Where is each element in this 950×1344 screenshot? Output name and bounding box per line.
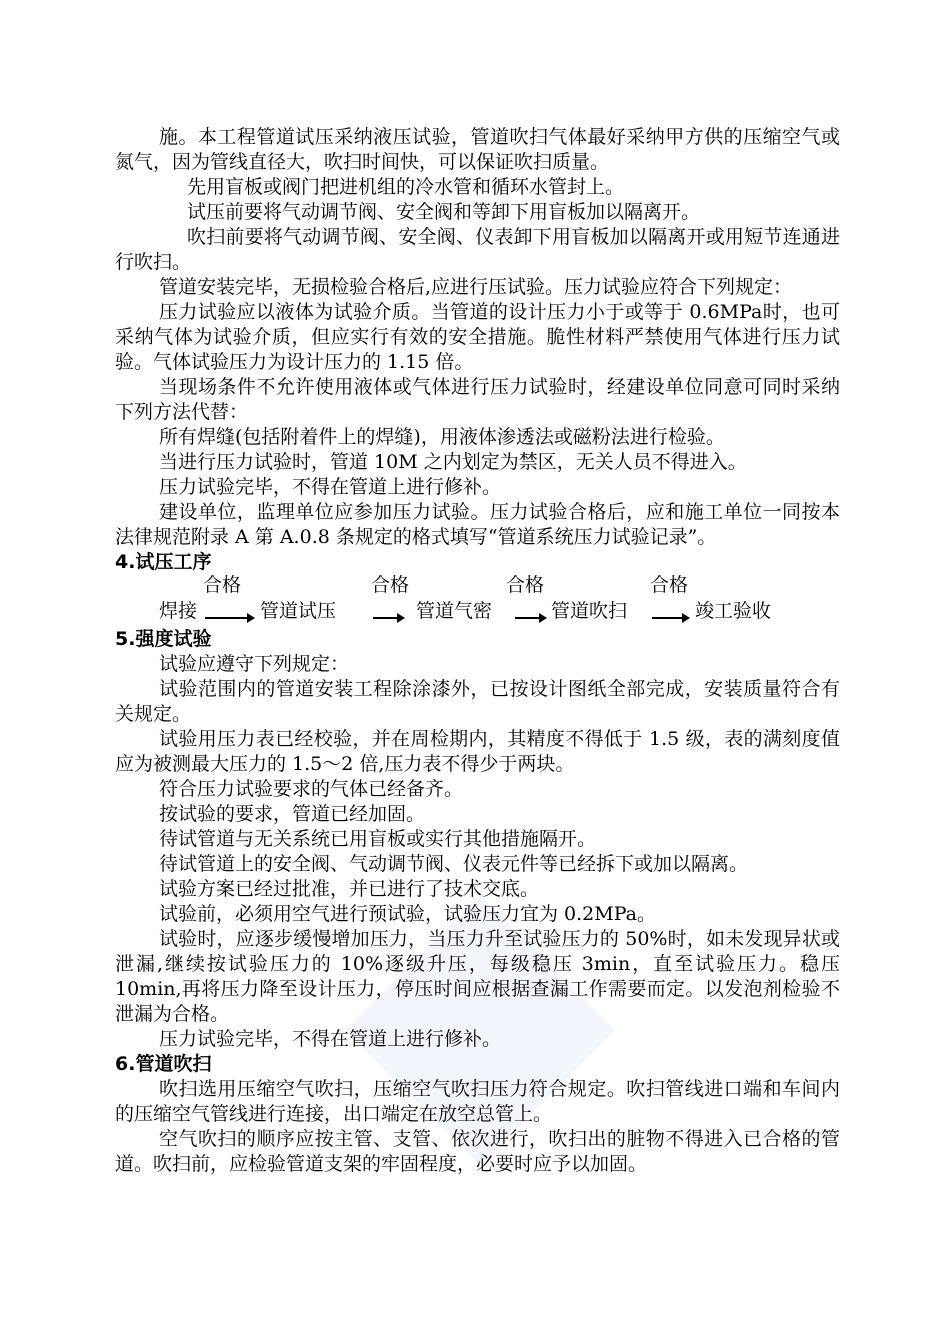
paragraph: 试验方案已经过批准，并已进行了技术交底。 — [159, 878, 540, 900]
paragraph: 试验范围内的管道安装工程除涂漆外，已按设计图纸全部完成，安装质量符合有关规定。 — [115, 678, 840, 725]
section-heading-4: 4.试压工序 — [115, 551, 212, 573]
paragraph: 施。本工程管道试压采纳液压试验，管道吹扫气体最好采纳甲方供的压缩空气或氮气，因为管线直径大，吹扫时间快，可以保证吹扫质量。 — [115, 126, 840, 173]
paragraph: 建设单位，监理单位应参加压力试验。压力试验合格后，应和施工单位一同按本法律规范附录 A 第 A.0.8 条规定的格式填写“管道系统压力试验记录”。 — [115, 501, 840, 548]
flow-step-acceptance: 竣工验收 — [695, 600, 772, 622]
paragraph: 符合压力试验要求的气体已经备齐。 — [159, 778, 464, 800]
paragraph: 试验时，应逐步缓慢增加压力，当压力升至试验压力的 50%时，如未发现异状或泄漏,继续按试验压力的 10%逐级升压，每级稳压 3min，直至试验压力。稳压 10min,再将压力降至设计压力，停压时间应根据查漏工作需要而定。以发泡剂检验不泄漏为合格。 — [115, 928, 840, 1025]
flow-pass-label-4: 合格 — [650, 574, 689, 596]
flow-pass-label-2: 合格 — [371, 574, 410, 596]
paragraph: 先用盲板或阀门把进机组的冷水管和循环水管封上。 — [187, 176, 625, 198]
paragraph: 试压前要将气动调节阀、安全阀和等卸下用盲板加以隔离开。 — [187, 201, 701, 223]
document-body — [115, 125, 840, 1177]
section-heading-5: 5.强度试验 — [115, 628, 212, 650]
paragraph: 待试管道与无关系统已用盲板或实行其他措施隔开。 — [159, 828, 597, 850]
paragraph: 吹扫选用压缩空气吹扫，压缩空气吹扫压力符合规定。吹扫管线进口端和车间内的压缩空气管线进行连接，出口端定在放空总管上。 — [115, 1078, 840, 1125]
flow-pass-label-3: 合格 — [506, 574, 545, 596]
paragraph: 压力试验完毕，不得在管道上进行修补。 — [159, 1028, 502, 1050]
flow-arrow-2 — [373, 617, 403, 619]
paragraph: 压力试验应以液体为试验介质。当管道的设计压力小于或等于 0.6MPa时，也可采纳气体为试验介质，但应实行有效的安全措施。脆性材料严禁使用气体进行压力试验。气体试验压力为设计压力的 1.15 倍。 — [115, 301, 840, 373]
paragraph: 空气吹扫的顺序应按主管、支管、依次进行，吹扫出的脏物不得进入已合格的管道。吹扫前，应检验管道支架的牢固程度，必要时应予以加固。 — [115, 1128, 840, 1175]
flow-arrow-3 — [515, 617, 545, 619]
flow-step-purging: 管道吹扫 — [551, 600, 628, 622]
paragraph: 当现场条件不允许使用液体或气体进行压力试验时，经建设单位同意可同时采纳下列方法代替： — [115, 376, 840, 423]
flow-step-pressure-test: 管道试压 — [260, 600, 337, 622]
flow-arrow-4 — [652, 617, 688, 619]
flow-step-welding: 焊接 — [159, 600, 198, 622]
paragraph: 按试验的要求，管道已经加固。 — [159, 803, 426, 825]
paragraph: 吹扫前要将气动调节阀、安全阀、仪表卸下用盲板加以隔离开或用短节连通进行吹扫。 — [115, 226, 840, 273]
paragraph: 试验前，必须用空气进行预试验，试验压力宜为 0.2MPa。 — [159, 903, 656, 925]
paragraph: 试验用压力表已经校验，并在周检期内，其精度不得低于 1.5 级，表的满刻度值应为被测最大压力的 1.5～2 倍,压力表不得少于两块。 — [115, 728, 840, 775]
flow-arrow-1 — [205, 617, 253, 619]
flow-pass-label-1: 合格 — [203, 574, 242, 596]
paragraph: 待试管道上的安全阀、气动调节阀、仪表元件等已经拆下或加以隔离。 — [159, 853, 749, 875]
paragraph: 所有焊缝(包括附着件上的焊缝)，用液体渗透法或磁粉法进行检验。 — [159, 426, 725, 448]
paragraph: 压力试验完毕，不得在管道上进行修补。 — [159, 476, 502, 498]
section-heading-6: 6.管道吹扫 — [115, 1053, 212, 1075]
paragraph: 管道安装完毕，无损检验合格后,应进行压试验。压力试验应符合下列规定： — [159, 276, 793, 298]
paragraph: 当进行压力试验时，管道 10M 之内划定为禁区，无关人员不得进入。 — [159, 451, 747, 473]
purging-section — [115, 1077, 840, 1177]
procedure-flowchart — [115, 575, 840, 627]
strength-test-section — [115, 652, 840, 1052]
paragraph: 试验应遵守下列规定： — [159, 653, 350, 675]
flow-step-air-tightness: 管道气密 — [416, 600, 493, 622]
intro-section — [115, 125, 840, 550]
